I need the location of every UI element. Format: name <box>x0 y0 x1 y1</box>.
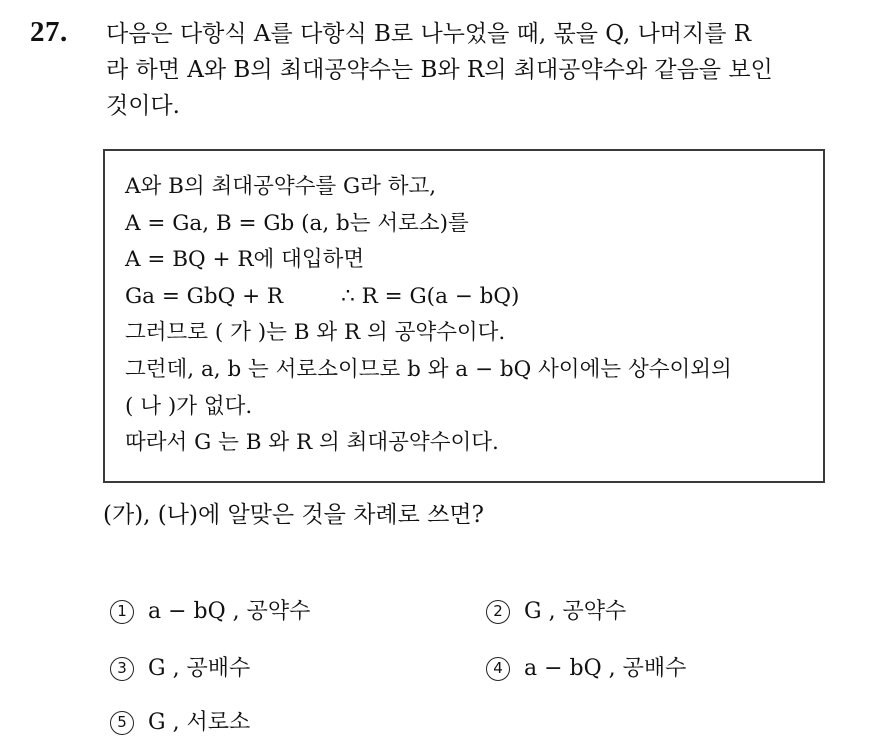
proof-lines <box>125 169 732 462</box>
proof-equation-left: Ga = GbQ + R <box>125 283 284 309</box>
choice-5[interactable] <box>110 705 250 736</box>
choice-2[interactable] <box>486 594 626 625</box>
proof-line: 그런데, a, b 는 서로소이므로 b 와 a − bQ 사이에는 상수이외의 <box>125 356 732 382</box>
question-stem <box>106 16 866 124</box>
stem-line: 다음은 다항식 A를 다항식 B로 나누었을 때, 몫을 Q, 나머지를 R <box>106 21 752 47</box>
choice-marker: 5 <box>110 711 134 735</box>
proof-line <box>125 279 732 316</box>
proof-box <box>103 149 825 483</box>
choice-text: a − bQ , 공약수 <box>148 599 311 624</box>
proof-equation-right: ∴ R = G(a − bQ) <box>341 283 520 309</box>
proof-line: A = BQ + R에 대입하면 <box>125 247 365 273</box>
proof-line: ( 나 )가 없다. <box>125 393 253 419</box>
proof-line: A와 B의 최대공약수를 G라 하고, <box>125 174 437 199</box>
proof-line: 그러므로 ( 가 )는 B 와 R 의 공약수이다. <box>125 320 506 346</box>
choice-text: G , 공배수 <box>148 656 251 681</box>
stem-line: 라 하면 A와 B의 최대공약수는 B와 R의 최대공약수와 같음을 보인 <box>106 57 773 83</box>
choice-4[interactable] <box>486 651 686 682</box>
choice-1[interactable] <box>110 594 310 625</box>
choice-marker: 4 <box>486 657 510 681</box>
choice-text: G , 공약수 <box>524 599 627 624</box>
proof-line: A = Ga, B = Gb (a, b는 서로소)를 <box>125 210 469 236</box>
question-prompt: (가), (나)에 알맞은 것을 차례로 쓰면? <box>103 502 484 528</box>
choice-marker: 1 <box>110 600 134 624</box>
proof-line: 따라서 G 는 B 와 R 의 최대공약수이다. <box>125 430 499 456</box>
choice-text: G , 서로소 <box>148 710 251 735</box>
choice-marker: 3 <box>110 657 134 681</box>
question-number: 27. <box>30 16 68 48</box>
choice-3[interactable] <box>110 651 250 682</box>
choice-text: a − bQ , 공배수 <box>524 656 687 681</box>
stem-line: 것이다. <box>106 93 180 119</box>
choice-marker: 2 <box>486 600 510 624</box>
